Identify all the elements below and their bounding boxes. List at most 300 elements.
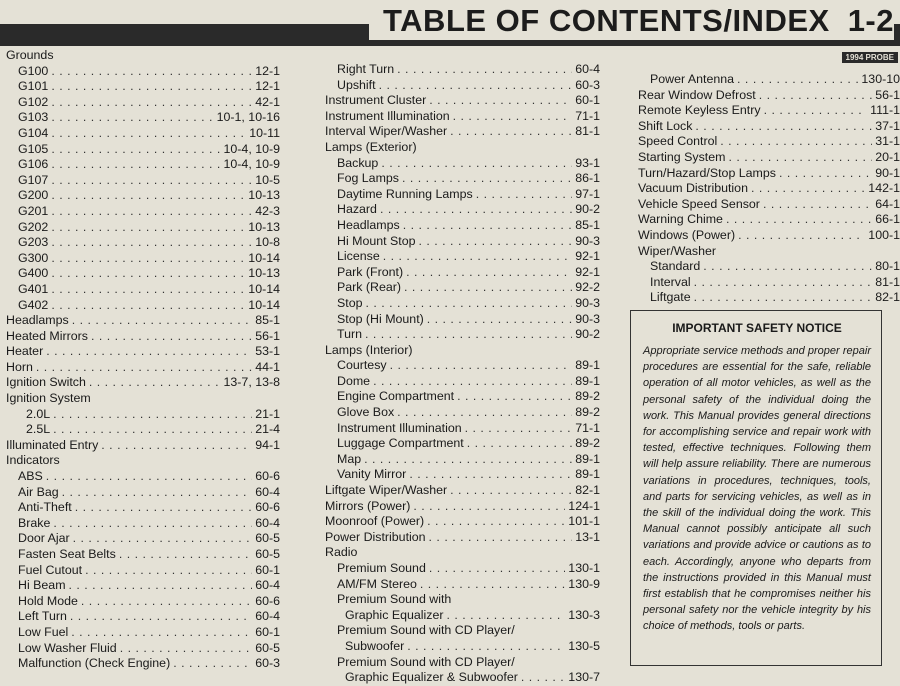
- leader-dots: [373, 374, 572, 390]
- leader-dots: [779, 166, 872, 182]
- entry-page: 81-1: [575, 124, 600, 139]
- leader-dots: [420, 577, 565, 593]
- index-entry: [6, 438, 280, 454]
- index-entry: [325, 467, 600, 483]
- entry-page: 60-1: [255, 624, 280, 639]
- entry-label: Daytime Running Lamps: [337, 186, 473, 201]
- leader-dots: [51, 298, 245, 314]
- entry-label: Glove Box: [337, 405, 395, 420]
- entry-page: 10-13: [248, 188, 280, 203]
- leader-dots: [381, 156, 572, 172]
- leader-dots: [62, 485, 253, 501]
- index-entry: [638, 290, 900, 306]
- leader-dots: [71, 625, 252, 641]
- entry-label: G202: [18, 219, 49, 234]
- leader-dots: [51, 110, 213, 126]
- entry-page: 60-1: [255, 562, 280, 577]
- index-entry: [325, 389, 600, 405]
- entry-label: Vacuum Distribution: [638, 181, 748, 196]
- index-entry: [325, 234, 600, 250]
- entry-page: 130-1: [568, 561, 600, 575]
- page-title: [369, 2, 894, 40]
- entry-label: G203: [18, 235, 49, 250]
- entry-label: Interval Wiper/Washer: [325, 124, 448, 139]
- index-entry: [6, 516, 280, 532]
- entry-label: Power Antenna: [650, 72, 735, 86]
- entry-label: Starting System: [638, 149, 726, 164]
- entry-label: Instrument Illumination: [337, 420, 462, 435]
- index-entry: [6, 563, 280, 579]
- index-entry: [638, 166, 900, 182]
- entry-label: Fuel Cutout: [18, 562, 83, 577]
- entry-label: Rear Window Defrost: [638, 87, 756, 102]
- index-entry: [325, 78, 600, 94]
- entry-label: G300: [18, 250, 49, 265]
- entry-page: 44-1: [255, 359, 280, 374]
- entry-page: 60-4: [255, 578, 280, 593]
- entry-label: Graphic Equalizer: [345, 607, 444, 622]
- entry-page: 10-13: [248, 266, 280, 281]
- index-entry: [6, 531, 280, 547]
- leader-dots: [380, 202, 572, 218]
- index-entry: [6, 407, 280, 423]
- leader-dots: [476, 187, 573, 203]
- leader-dots: [446, 608, 565, 624]
- entry-page: 82-1: [575, 483, 600, 498]
- entry-page: 21-4: [255, 422, 280, 437]
- index-entry: [638, 88, 900, 104]
- index-entry: [638, 228, 900, 244]
- entry-label: Map: [337, 451, 362, 466]
- entry-label: Vanity Mirror: [337, 467, 407, 482]
- entry-label: Hold Mode: [18, 593, 78, 608]
- leader-dots: [51, 126, 246, 142]
- index-entry: [6, 79, 280, 95]
- entry-page: 60-6: [255, 500, 280, 515]
- entry-page: 130-5: [568, 638, 600, 653]
- leader-dots: [51, 142, 220, 158]
- leader-dots: [429, 93, 572, 109]
- leader-dots: [720, 134, 872, 150]
- index-entry: [325, 530, 600, 546]
- index-entry: [325, 171, 600, 187]
- leader-dots: [419, 234, 573, 250]
- index-entry: [638, 197, 900, 213]
- entry-label: Turn: [337, 327, 363, 342]
- leader-dots: [379, 78, 573, 94]
- index-entry: [6, 469, 280, 485]
- entry-label: Warning Chime: [638, 212, 723, 227]
- entry-label: AM/FM Stereo: [337, 576, 417, 591]
- entry-label: Instrument Illumination: [325, 108, 450, 123]
- leader-dots: [119, 547, 252, 563]
- entry-label: Power Distribution: [325, 529, 426, 544]
- index-heading: Premium Sound with CD Player/: [337, 654, 515, 669]
- index-entry: [325, 312, 600, 328]
- entry-page: 89-1: [575, 373, 600, 388]
- entry-label: Stop: [337, 295, 363, 310]
- entry-page: 10-8: [255, 235, 280, 250]
- index-entry: [325, 421, 600, 437]
- safety-notice: [630, 310, 882, 666]
- index-heading: Indicators: [6, 453, 60, 468]
- entry-label: Graphic Equalizer & Subwoofer: [345, 670, 518, 685]
- index-entry: [6, 547, 280, 563]
- index-entry: [6, 375, 280, 391]
- index-heading: Wiper/Washer: [638, 243, 717, 258]
- leader-dots: [521, 670, 565, 686]
- index-entry: [6, 142, 280, 158]
- entry-page: 12-1: [255, 79, 280, 94]
- leader-dots: [406, 265, 572, 281]
- entry-page: 60-5: [255, 531, 280, 546]
- entry-page: 94-1: [255, 437, 280, 452]
- leader-dots: [404, 280, 572, 296]
- entry-label: Speed Control: [638, 134, 718, 149]
- index-entry: [638, 275, 900, 291]
- leader-dots: [694, 290, 873, 306]
- index-entry: [325, 514, 600, 530]
- entry-label: G107: [18, 172, 49, 187]
- leader-dots: [75, 500, 252, 516]
- entry-label: Low Fuel: [18, 624, 69, 639]
- entry-page: 60-1: [575, 93, 600, 108]
- entry-label: Park (Rear): [337, 280, 402, 295]
- safety-notice-title: IMPORTANT SAFETY NOTICE: [672, 321, 842, 335]
- entry-page: 82-1: [875, 290, 900, 305]
- entry-label: Engine Compartment: [337, 389, 455, 404]
- index-entry: [6, 500, 280, 516]
- entry-label: Stop (Hi Mount): [337, 311, 424, 326]
- index-entry: [6, 64, 280, 80]
- index-entry: [6, 360, 280, 376]
- index-entry: [325, 249, 600, 265]
- entry-label: Upshift: [337, 77, 376, 92]
- entry-page: 66-1: [875, 212, 900, 227]
- index-heading: Ignition System: [6, 391, 91, 406]
- index-entry: [325, 62, 600, 78]
- entry-label: Anti-Theft: [18, 500, 72, 515]
- index-entry: [6, 594, 280, 610]
- leader-dots: [728, 150, 872, 166]
- entry-label: Heated Mirrors: [6, 328, 88, 343]
- entry-page: 85-1: [575, 217, 600, 232]
- entry-page: 10-5: [255, 172, 280, 187]
- entry-label: Courtesy: [337, 358, 387, 373]
- leader-dots: [73, 531, 253, 547]
- leader-dots: [726, 212, 872, 228]
- entry-page: 60-4: [255, 484, 280, 499]
- entry-page: 90-3: [575, 311, 600, 326]
- entry-page: 92-1: [575, 264, 600, 279]
- entry-page: 10-1, 10-16: [216, 110, 280, 125]
- leader-dots: [427, 312, 572, 328]
- index-column-left: [6, 48, 280, 672]
- index-entry: [325, 327, 600, 343]
- entry-page: 53-1: [255, 344, 280, 359]
- index-entry: [325, 561, 600, 577]
- entry-page: 37-1: [875, 118, 900, 133]
- entry-page: 90-2: [575, 327, 600, 342]
- entry-page: 60-4: [255, 515, 280, 530]
- index-entry: [638, 150, 900, 166]
- entry-page: 124-1: [568, 498, 600, 513]
- index-column-right: [638, 72, 900, 306]
- entry-label: Luggage Compartment: [337, 436, 464, 451]
- entry-page: 71-1: [575, 108, 600, 123]
- index-entry: [638, 72, 900, 88]
- entry-page: 60-4: [255, 609, 280, 624]
- leader-dots: [429, 561, 565, 577]
- entry-page: 64-1: [875, 196, 900, 211]
- entry-label: Mirrors (Power): [325, 498, 411, 513]
- entry-page: 130-9: [568, 576, 600, 591]
- leader-dots: [465, 421, 573, 437]
- index-entry: [325, 296, 600, 312]
- index-entry: [325, 639, 600, 655]
- entry-label: G201: [18, 203, 49, 218]
- index-entry: [638, 212, 900, 228]
- leader-dots: [364, 452, 572, 468]
- entry-label: License: [337, 249, 380, 264]
- leader-dots: [70, 609, 252, 625]
- index-entry: [638, 134, 900, 150]
- leader-dots: [51, 157, 220, 173]
- entry-page: 31-1: [875, 134, 900, 149]
- entry-page: 12-1: [255, 63, 280, 78]
- leader-dots: [46, 344, 252, 360]
- leader-dots: [453, 109, 573, 125]
- entry-page: 56-1: [875, 87, 900, 102]
- entry-page: 90-3: [575, 295, 600, 310]
- leader-dots: [457, 389, 572, 405]
- leader-dots: [46, 469, 252, 485]
- entry-label: Standard: [650, 259, 701, 274]
- entry-page: 90-2: [575, 202, 600, 217]
- index-heading: Radio: [325, 545, 358, 560]
- index-entry: [6, 656, 280, 672]
- index-entry: [6, 204, 280, 220]
- entry-label: Hazard: [337, 202, 377, 217]
- entry-label: G105: [18, 141, 49, 156]
- entry-page: 60-3: [575, 77, 600, 92]
- leader-dots: [738, 228, 865, 244]
- leader-dots: [51, 95, 252, 111]
- entry-label: G106: [18, 157, 49, 172]
- leader-dots: [407, 639, 565, 655]
- leader-dots: [737, 72, 858, 88]
- entry-label: Subwoofer: [345, 638, 405, 653]
- leader-dots: [85, 563, 252, 579]
- safety-notice-body: Appropriate service methods and proper repair procedures are essential for the safe, reliable operation of all motor vehicles, as well as the personal safety of the individual doing the work. This Manual provides general directions for accomplishing service and repair work with tested, effective techniques. Following them will help assure reliability. There are numerous variations in procedures, techniques, tools, and parts for servicing vehicles, as well as in the skill of the individual doing the work. This Manual cannot possibly anticipate all such variations and provide advice or cautions as to each. Accordingly, anyone who departs from the instructions provided in this Manual must first establish that he compromises neither his personal safety nor the vehicle integrity by his choice of methods, tools or parts.: [643, 345, 871, 633]
- leader-dots: [51, 282, 245, 298]
- entry-label: Moonroof (Power): [325, 514, 425, 529]
- index-entry: [325, 124, 600, 140]
- entry-page: 90-3: [575, 233, 600, 248]
- entry-label: Hi Beam: [18, 578, 66, 593]
- index-entry: [325, 358, 600, 374]
- index-entry: [6, 641, 280, 657]
- entry-page: 10-13: [248, 219, 280, 234]
- leader-dots: [51, 204, 252, 220]
- leader-dots: [450, 483, 572, 499]
- entry-label: Headlamps: [337, 217, 400, 232]
- index-entry: [6, 188, 280, 204]
- entry-page: 42-3: [255, 203, 280, 218]
- leader-dots: [69, 578, 253, 594]
- model-badge: 1994 PROBE: [842, 52, 898, 63]
- entry-label: Left Turn: [18, 609, 67, 624]
- entry-page: 60-5: [255, 547, 280, 561]
- leader-dots: [173, 656, 252, 672]
- entry-page: 92-2: [575, 280, 600, 295]
- index-entry: [6, 95, 280, 111]
- index-entry: [6, 173, 280, 189]
- index-entry: [6, 485, 280, 501]
- entry-label: Windows (Power): [638, 227, 736, 242]
- leader-dots: [413, 499, 565, 515]
- entry-label: G100: [18, 63, 49, 78]
- entry-label: Air Bag: [18, 484, 59, 499]
- entry-page: 142-1: [868, 181, 900, 196]
- entry-label: Liftgate: [650, 290, 691, 305]
- entry-label: Ignition Switch: [6, 375, 86, 390]
- index-heading: Grounds: [6, 48, 54, 62]
- entry-page: 60-6: [255, 593, 280, 608]
- leader-dots: [427, 514, 565, 530]
- leader-dots: [51, 251, 245, 267]
- entry-page: 10-4, 10-9: [223, 141, 280, 156]
- entry-label: Backup: [337, 155, 379, 170]
- entry-label: Shift Lock: [638, 118, 693, 133]
- leader-dots: [759, 88, 872, 104]
- entry-page: 81-1: [875, 274, 900, 289]
- entry-label: Heater: [6, 344, 44, 359]
- entry-page: 85-1: [255, 313, 280, 328]
- index-heading: Premium Sound with: [337, 592, 452, 607]
- entry-page: 71-1: [575, 420, 600, 435]
- index-heading: Lamps (Interior): [325, 342, 413, 357]
- entry-label: G200: [18, 188, 49, 203]
- leader-dots: [467, 436, 572, 452]
- leader-dots: [81, 594, 252, 610]
- leader-dots: [89, 375, 221, 391]
- index-entry: [6, 422, 280, 438]
- entry-label: Park (Front): [337, 264, 404, 279]
- entry-label: Brake: [18, 515, 51, 530]
- entry-label: Liftgate Wiper/Washer: [325, 483, 448, 498]
- leader-dots: [383, 249, 572, 265]
- entry-page: 130-7: [568, 670, 600, 685]
- index-entry: [325, 93, 600, 109]
- leader-dots: [402, 171, 572, 187]
- leader-dots: [72, 313, 253, 329]
- entry-page: 10-4, 10-9: [223, 157, 280, 172]
- index-heading: Lamps (Exterior): [325, 139, 417, 154]
- entry-label: 2.0L: [26, 406, 51, 421]
- entry-label: 2.5L: [26, 422, 51, 437]
- index-entry: [6, 298, 280, 314]
- index-entry: [6, 110, 280, 126]
- entry-label: Fog Lamps: [337, 171, 399, 186]
- entry-page: 130-10: [861, 72, 900, 86]
- entry-page: 101-1: [568, 514, 600, 529]
- leader-dots: [51, 235, 252, 251]
- entry-label: Door Ajar: [18, 531, 70, 546]
- index-entry: [325, 280, 600, 296]
- entry-page: 89-1: [575, 467, 600, 482]
- index-entry: [6, 266, 280, 282]
- leader-dots: [51, 79, 252, 95]
- index-entry: [325, 109, 600, 125]
- entry-label: G101: [18, 79, 49, 94]
- entry-page: 10-14: [248, 281, 280, 296]
- entry-label: G402: [18, 297, 49, 312]
- leader-dots: [703, 259, 872, 275]
- entry-page: 97-1: [575, 186, 600, 201]
- entry-page: 130-3: [568, 607, 600, 622]
- index-entry: [6, 329, 280, 345]
- entry-page: 42-1: [255, 94, 280, 109]
- index-entry: [638, 119, 900, 135]
- entry-label: Fasten Seat Belts: [18, 547, 116, 561]
- entry-page: 89-1: [575, 451, 600, 466]
- index-entry: [325, 405, 600, 421]
- leader-dots: [51, 173, 252, 189]
- entry-page: 80-1: [875, 259, 900, 274]
- entry-page: 89-2: [575, 405, 600, 420]
- index-entry: [325, 436, 600, 452]
- index-entry: [325, 499, 600, 515]
- leader-dots: [36, 360, 252, 376]
- entry-page: 10-14: [248, 297, 280, 312]
- entry-label: G103: [18, 110, 49, 125]
- index-entry: [6, 625, 280, 641]
- index-entry: [325, 156, 600, 172]
- entry-page: 13-7, 13-8: [223, 375, 280, 390]
- leader-dots: [390, 358, 573, 374]
- index-entry: [325, 374, 600, 390]
- entry-page: 56-1: [255, 328, 280, 343]
- index-entry: [325, 187, 600, 203]
- entry-label: Hi Mount Stop: [337, 233, 416, 248]
- entry-page: 21-1: [255, 406, 280, 421]
- index-entry: [6, 235, 280, 251]
- leader-dots: [120, 641, 252, 657]
- entry-label: G104: [18, 125, 49, 140]
- entry-label: Interval: [650, 274, 691, 289]
- leader-dots: [397, 62, 572, 78]
- index-entry: [6, 578, 280, 594]
- leader-dots: [51, 64, 252, 80]
- index-entry: [6, 220, 280, 236]
- entry-label: Low Washer Fluid: [18, 640, 117, 655]
- index-entry: [6, 344, 280, 360]
- leader-dots: [397, 405, 572, 421]
- entry-page: 89-1: [575, 358, 600, 373]
- leader-dots: [91, 329, 252, 345]
- entry-page: 20-1: [875, 149, 900, 164]
- page-number: 1-2: [847, 3, 894, 38]
- index-entry: [6, 282, 280, 298]
- title-text: TABLE OF CONTENTS/INDEX: [383, 3, 830, 38]
- entry-page: 60-3: [255, 656, 280, 671]
- entry-label: Premium Sound: [337, 561, 426, 575]
- index-entry: [6, 609, 280, 625]
- entry-label: Headlamps: [6, 313, 69, 328]
- index-entry: [6, 313, 280, 329]
- leader-dots: [53, 422, 252, 438]
